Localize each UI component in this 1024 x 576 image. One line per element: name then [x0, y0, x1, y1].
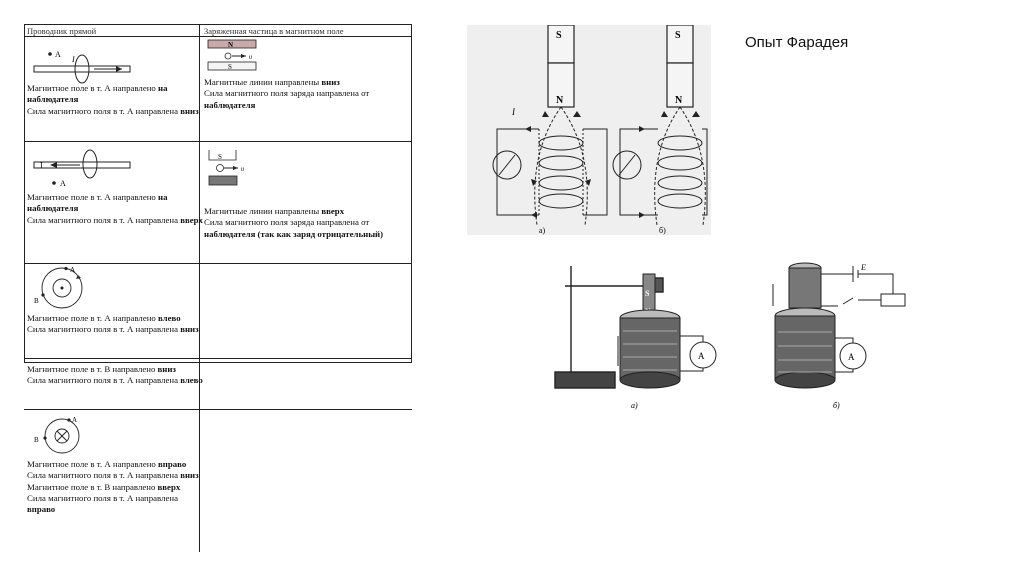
- table-border-right: [411, 24, 412, 362]
- svg-text:N: N: [228, 41, 234, 49]
- battery-label: E: [861, 263, 866, 272]
- table-divider: [24, 362, 412, 363]
- caption-bottom-b: б): [833, 401, 840, 410]
- row1-left-text: Магнитное поле в т. А направлено на наблюдателя Сила магнитного поля в т. А направлена вниз: [27, 83, 199, 116]
- row2-right-text: Магнитные линии направлены вверх Сила магнитного поля заряда направлена от наблюдателя (так как заряд отрицательный): [204, 206, 384, 239]
- caption-b: б): [659, 226, 666, 235]
- row5-left-text: Магнитное поле в т. А направлено вправо Сила магнитного поля в т. А направлена вниз Магнитное поле в т. В направлено вверх Сила магнитного поля в т. А направлена вправо: [27, 459, 199, 515]
- magnet-a-south: S: [556, 30, 562, 41]
- svg-text:S: S: [218, 153, 222, 161]
- physics-table: [24, 24, 412, 552]
- caption-bottom-a: а): [631, 401, 638, 410]
- magnet-particle-figure: [206, 39, 266, 73]
- slide-title: Опыт Фарадея: [745, 34, 849, 51]
- table-header-left: Проводник прямой: [27, 26, 97, 36]
- row4-left-text: Магнитное поле в т. В направлено вниз Сила магнитного поля в т. А направлена влево: [27, 364, 203, 386]
- point-a-dot: [48, 52, 52, 56]
- svg-text:S: S: [228, 63, 232, 71]
- current-label: I: [72, 55, 75, 64]
- table-divider: [24, 263, 412, 264]
- svg-text:B: B: [34, 297, 39, 305]
- cross-field-figure: [32, 416, 92, 456]
- svg-text:υ: υ: [249, 53, 253, 61]
- straight-wire-figure-2: [32, 146, 142, 190]
- current-label-i: I: [512, 107, 515, 117]
- table-divider: [24, 36, 412, 37]
- svg-text:I: I: [40, 161, 43, 170]
- row3-left-text: Магнитное поле в т. А направлено влево Сила магнитного поля в т. А направлена вниз: [27, 313, 199, 335]
- straight-wire-figure: [32, 40, 142, 82]
- svg-text:A: A: [72, 416, 78, 424]
- svg-text:A: A: [70, 266, 76, 274]
- svg-text:B: B: [34, 436, 39, 444]
- magnet-b-south: S: [675, 30, 681, 41]
- caption-a: а): [539, 226, 546, 235]
- svg-text:υ: υ: [241, 165, 245, 173]
- ammeter-a-label: A: [698, 351, 705, 361]
- row2-left-text: Магнитное поле в т. А направлено на наблюдателя Сила магнитного поля в т. А направлена вверх: [27, 192, 203, 225]
- row1-right-text: Магнитные линии направлены вниз Сила магнитного поля заряда направлена от наблюдателя: [204, 77, 370, 110]
- magnet-a-north: N: [556, 95, 564, 106]
- svg-text:A: A: [60, 179, 66, 188]
- magnet-b-north: N: [675, 95, 683, 106]
- ammeter-b-label: A: [848, 352, 855, 362]
- table-divider: [24, 358, 412, 359]
- table-border-top: [24, 24, 412, 25]
- table-divider: [24, 141, 412, 142]
- circular-field-figure: [32, 266, 92, 312]
- magnet-particle-figure-2: [206, 148, 266, 190]
- table-header-right: Заряженная частица в магнитном поле: [204, 26, 344, 36]
- faraday-coils-illustration: [467, 25, 711, 235]
- faraday-apparatus-illustration: [553, 256, 923, 416]
- table-border-left: [24, 24, 25, 362]
- point-a-label: A: [55, 50, 61, 59]
- table-divider: [24, 409, 412, 410]
- magnet-south: S: [645, 289, 650, 298]
